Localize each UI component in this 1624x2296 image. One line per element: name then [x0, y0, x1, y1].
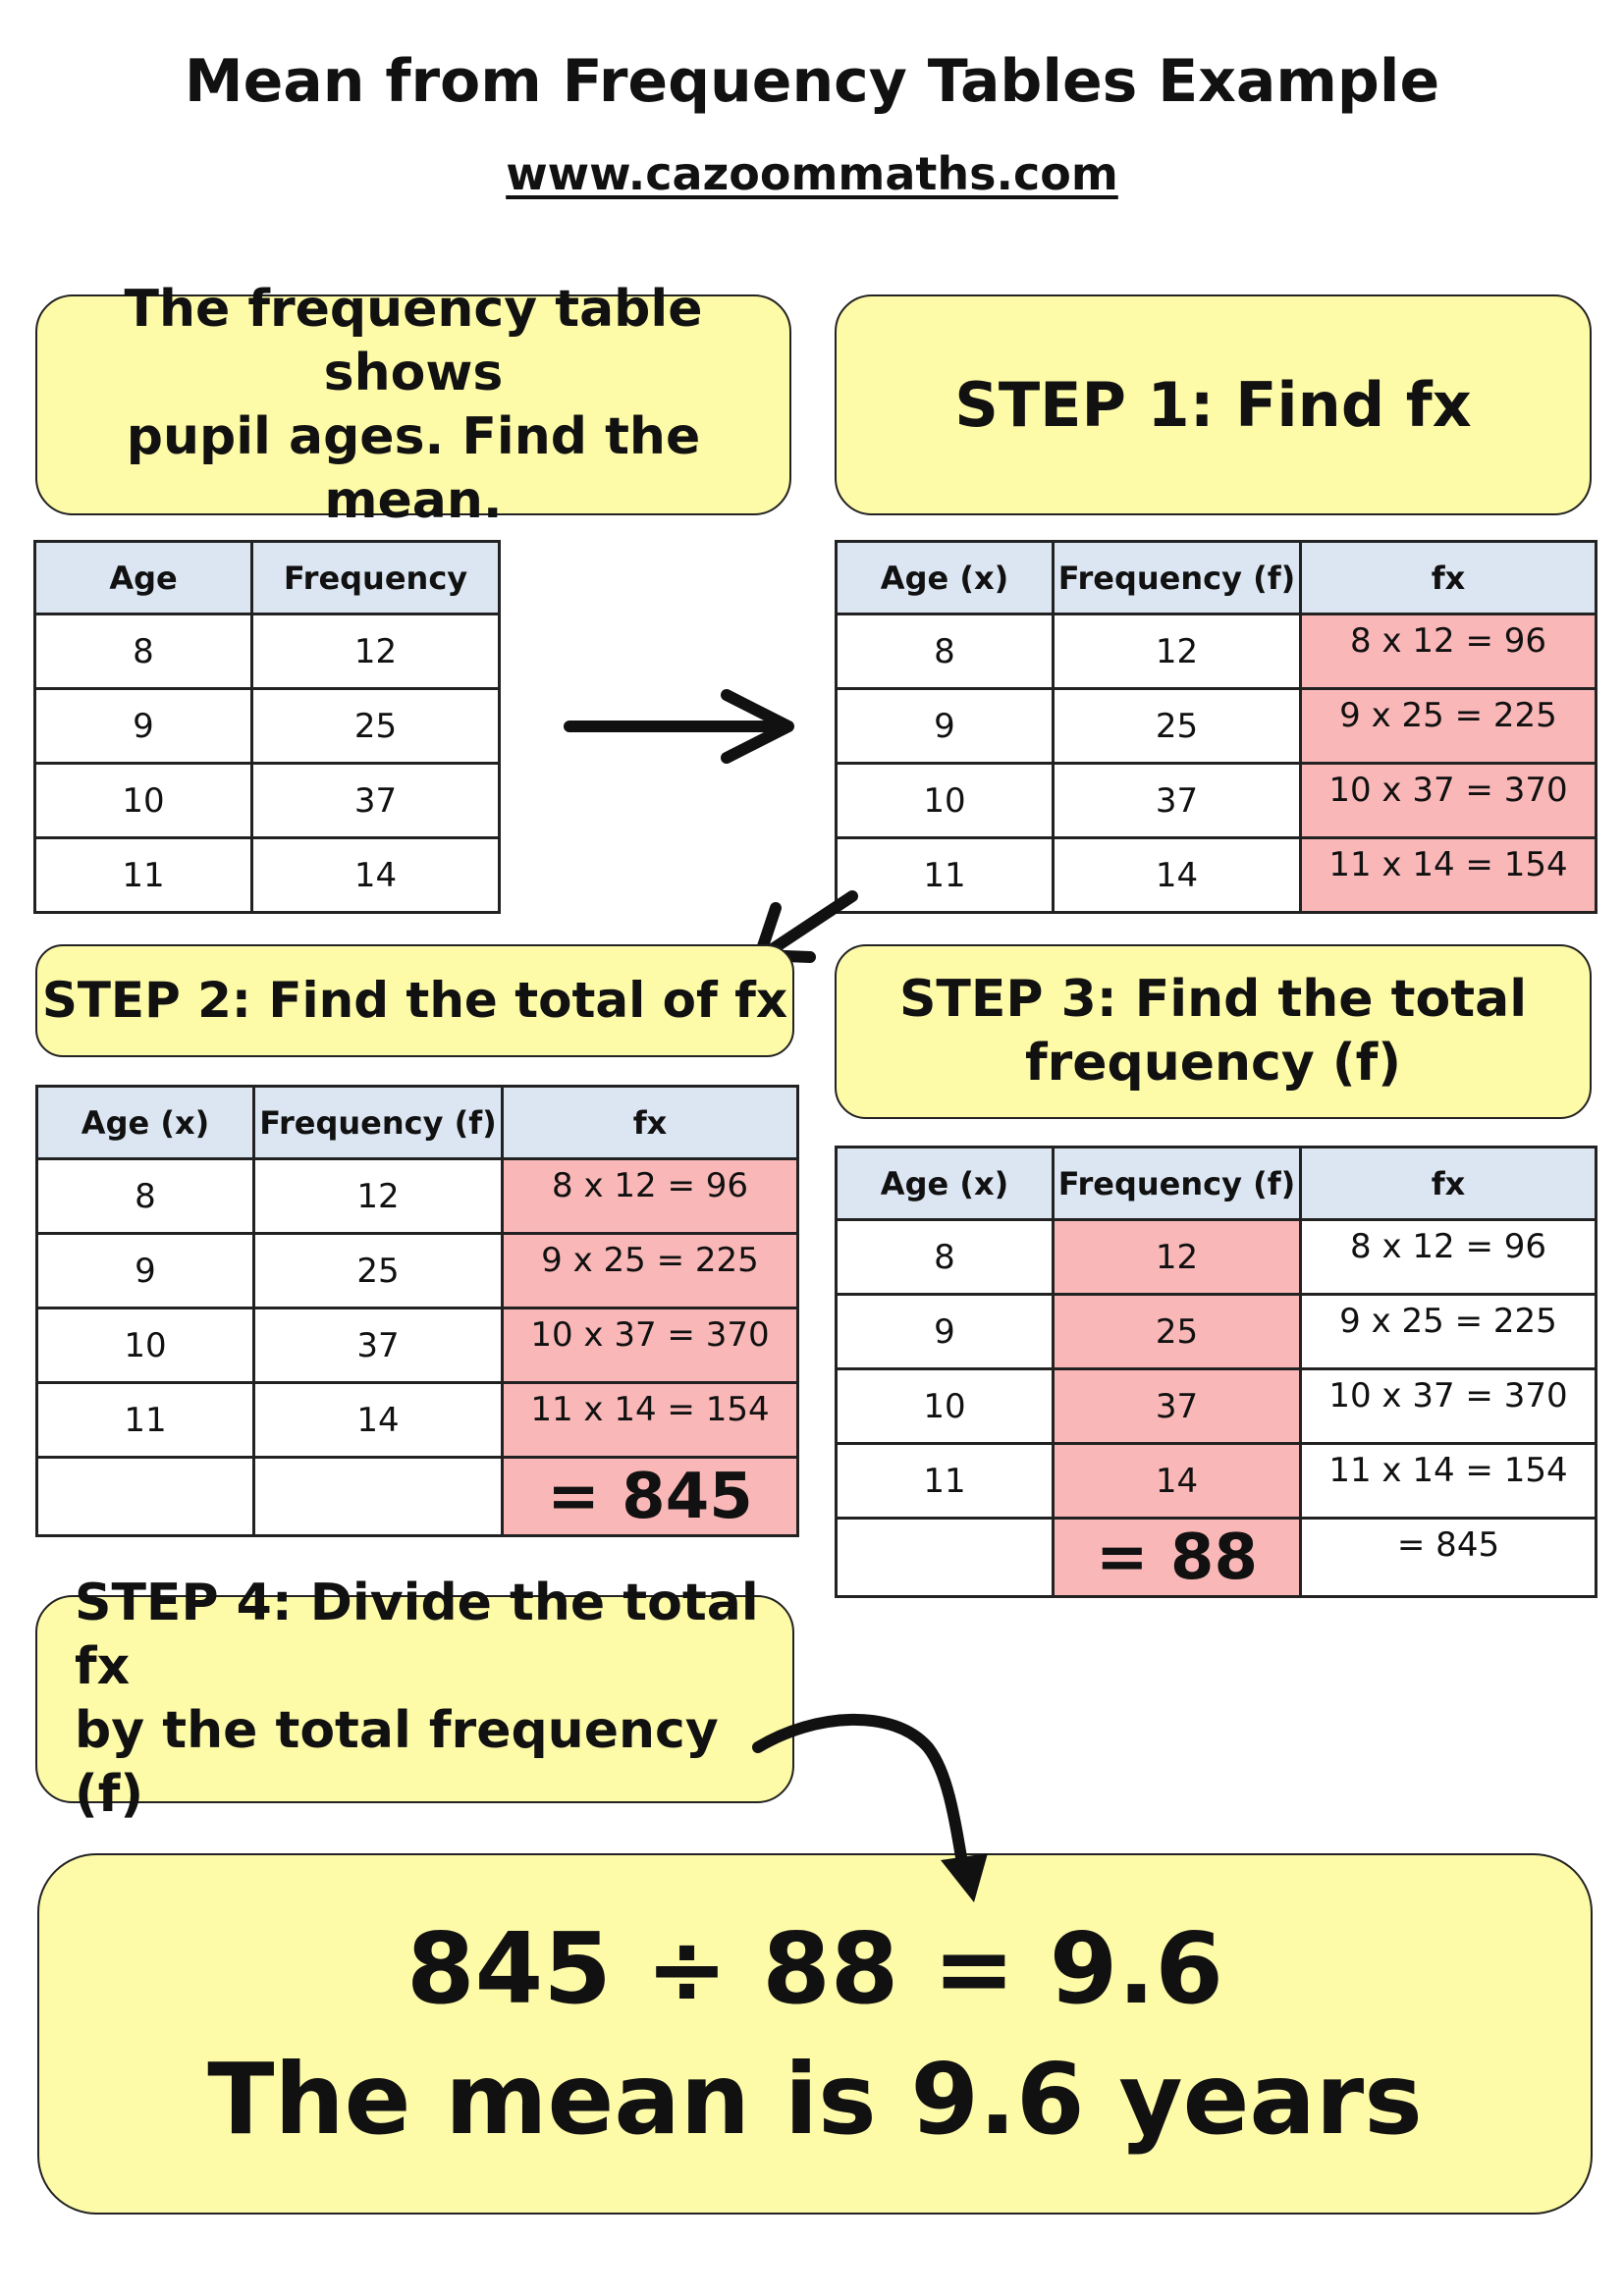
frequency-cell: 12: [1054, 614, 1301, 689]
result-statement: The mean is 9.6 years: [207, 2042, 1423, 2157]
frequency-cell: 14: [254, 1383, 503, 1458]
column-header-age: Age: [35, 542, 252, 614]
age-cell: 10: [37, 1308, 254, 1383]
frequency-cell: 37: [1054, 764, 1301, 838]
age-cell: 11: [837, 1444, 1054, 1519]
fx-cell: 11 x 14 = 154: [503, 1383, 798, 1458]
frequency-cell: 37: [1054, 1369, 1301, 1444]
step3-box: [835, 944, 1592, 1119]
table-row: [837, 1295, 1597, 1369]
step2-box: [35, 944, 794, 1057]
arrow-right-icon: [565, 687, 800, 766]
step4-line-1: STEP 4: Divide the total fx: [75, 1574, 759, 1696]
frequency-cell: 14: [252, 838, 500, 913]
column-header-frequency: Frequency (f): [1054, 542, 1301, 614]
fx-cell: 8 x 12 = 96: [1301, 1220, 1597, 1295]
column-header-frequency: Frequency (f): [1054, 1148, 1301, 1220]
frequency-cell: 25: [1054, 1295, 1301, 1369]
intro-line-1: The frequency table shows: [124, 279, 703, 402]
table-row: [837, 838, 1597, 913]
table-row: [35, 838, 500, 913]
age-cell: 9: [37, 1234, 254, 1308]
age-cell: 10: [837, 1369, 1054, 1444]
frequency-cell: 12: [1054, 1220, 1301, 1295]
table-row: [837, 614, 1597, 689]
frequency-cell: 12: [252, 614, 500, 689]
website-link-text: www.cazoommaths.com: [506, 147, 1118, 200]
total-fx-cell: = 845: [503, 1458, 798, 1536]
total-row: [837, 1519, 1597, 1597]
column-header-age: Age (x): [837, 1148, 1054, 1220]
total-row: [37, 1458, 798, 1536]
age-cell: 8: [837, 614, 1054, 689]
curved-arrow-icon: [746, 1688, 1021, 1914]
frequency-cell: 25: [252, 689, 500, 764]
step3-label-line-2: frequency (f): [1024, 1034, 1402, 1093]
table-row: [35, 689, 500, 764]
fx-cell: 8 x 12 = 96: [1301, 614, 1597, 689]
table-row: [837, 1369, 1597, 1444]
table-row: [837, 689, 1597, 764]
frequency-cell: 14: [1054, 1444, 1301, 1519]
table-row: [35, 614, 500, 689]
step3-label-line-1: STEP 3: Find the total: [898, 970, 1528, 1029]
frequency-cell: 37: [252, 764, 500, 838]
step1-box: [835, 294, 1592, 515]
fx-cell: 10 x 37 = 370: [503, 1308, 798, 1383]
table-row: [37, 1159, 798, 1234]
column-header-fx: fx: [1301, 1148, 1597, 1220]
result-calculation: 845 ÷ 88 = 9.6: [406, 1911, 1223, 2026]
column-header-age: Age (x): [37, 1087, 254, 1159]
table-row: [37, 1234, 798, 1308]
step4-box: [35, 1574, 794, 1824]
empty-cell: [37, 1458, 254, 1536]
age-cell: 8: [37, 1159, 254, 1234]
step4-line-2: by the total frequency (f): [75, 1701, 719, 1824]
fx-cell: 10 x 37 = 370: [1301, 764, 1597, 838]
age-cell: 8: [837, 1220, 1054, 1295]
frequency-cell: 12: [254, 1159, 503, 1234]
fx-cell: 9 x 25 = 225: [503, 1234, 798, 1308]
table-row: [37, 1308, 798, 1383]
column-header-frequency: Frequency (f): [254, 1087, 503, 1159]
age-cell: 11: [35, 838, 252, 913]
empty-cell: [837, 1519, 1054, 1597]
age-cell: 11: [837, 838, 1054, 913]
age-cell: 9: [837, 1295, 1054, 1369]
frequency-cell: 14: [1054, 838, 1301, 913]
frequency-table: [33, 540, 501, 914]
intro-line-2: pupil ages. Find the mean.: [126, 406, 701, 530]
frequency-cell: 25: [254, 1234, 503, 1308]
fx-cell: 11 x 14 = 154: [1301, 838, 1597, 913]
intro-box: [35, 279, 791, 530]
age-cell: 10: [35, 764, 252, 838]
age-cell: 8: [35, 614, 252, 689]
fx-cell: 9 x 25 = 225: [1301, 1295, 1597, 1369]
age-cell: 9: [837, 689, 1054, 764]
frequency-cell: 25: [1054, 689, 1301, 764]
frequency-cell: 37: [254, 1308, 503, 1383]
age-cell: 9: [35, 689, 252, 764]
table-row: [35, 764, 500, 838]
table-row: [837, 1444, 1597, 1519]
step3-table: [835, 1146, 1597, 1598]
page-title: Mean from Frequency Tables Example: [184, 47, 1440, 116]
step1-table: [835, 540, 1597, 914]
table-row: [837, 1220, 1597, 1295]
column-header-frequency: Frequency: [252, 542, 500, 614]
table-row: [837, 764, 1597, 838]
column-header-age: Age (x): [837, 542, 1054, 614]
total-frequency-cell: = 88: [1054, 1519, 1301, 1597]
step2-table: [35, 1085, 799, 1537]
step1-label: STEP 1: Find fx: [954, 368, 1472, 441]
table-row: [37, 1383, 798, 1458]
fx-cell: 10 x 37 = 370: [1301, 1369, 1597, 1444]
total-fx-cell: = 845: [1301, 1519, 1597, 1597]
empty-cell: [254, 1458, 503, 1536]
age-cell: 10: [837, 764, 1054, 838]
age-cell: 11: [37, 1383, 254, 1458]
step2-label: STEP 2: Find the total of fx: [41, 972, 788, 1030]
fx-cell: 11 x 14 = 154: [1301, 1444, 1597, 1519]
column-header-fx: fx: [1301, 542, 1597, 614]
column-header-fx: fx: [503, 1087, 798, 1159]
fx-cell: 9 x 25 = 225: [1301, 689, 1597, 764]
website-link[interactable]: [0, 147, 1624, 200]
fx-cell: 8 x 12 = 96: [503, 1159, 798, 1234]
